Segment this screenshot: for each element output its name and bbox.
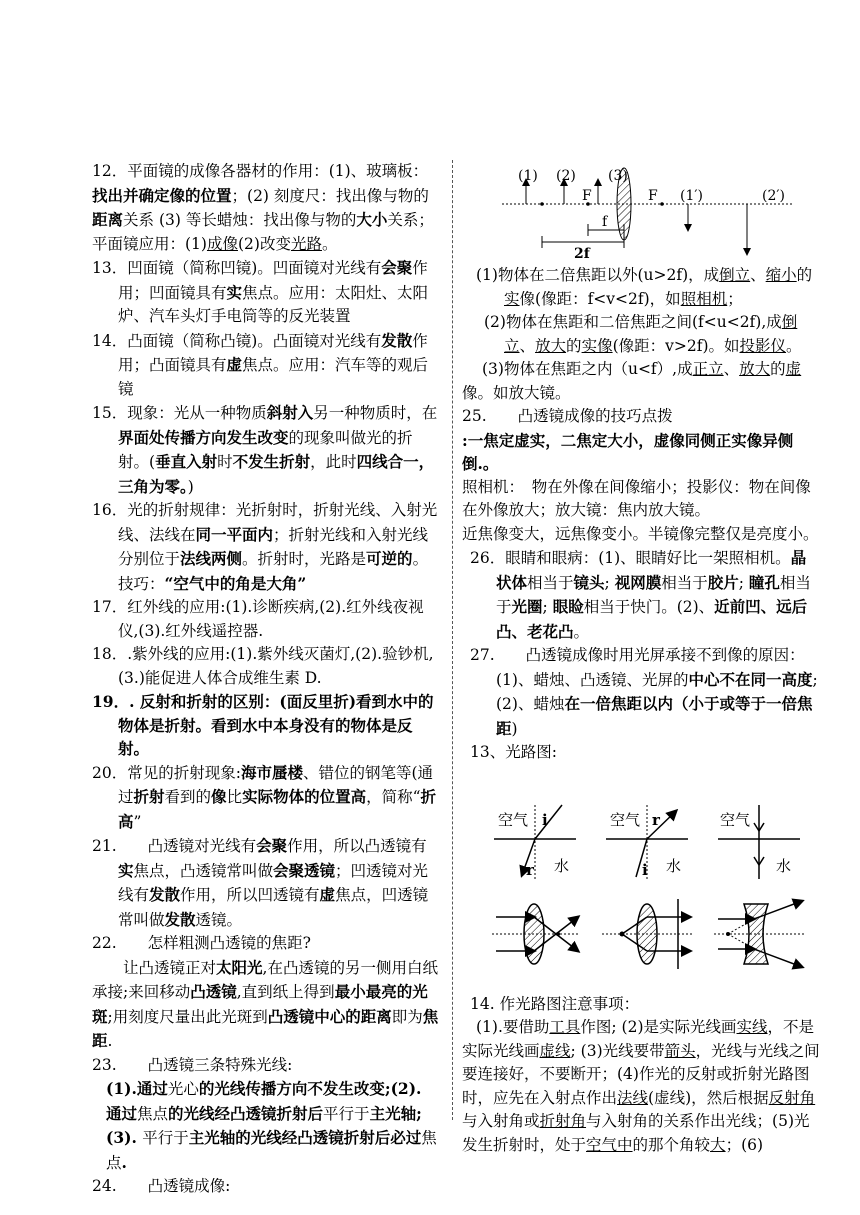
label-F-left: F [582,188,592,204]
label-water: 水 [554,856,570,875]
label-r: r [652,810,660,829]
item-25-tip-2: 近焦像变大，远焦像变小。半镜像完整仅是亮度小。 [462,524,819,543]
refraction-vertical [718,805,800,879]
label-air: 空气 [610,810,641,829]
refraction-air-to-water [494,805,576,879]
item-21: 21. 凸透镜对光线有会聚作用，所以凸透镜有实焦点，凸透镜常叫做会聚透镜；凹透镜对光线有发散作用，所以凹透镜有虚焦点，凹透镜常叫做发散透镜。 [92,836,429,929]
column-divider [452,160,453,1120]
item-12: 12．平面镜的成像各器材的作用：(1)、玻璃板：找出并确定像的位置；(2) 刻度尺：找出像与物的距离关系 (3) 等长蜡烛：找出像与物的大小关系；平面镜应用：(1)成像(2)改变光路。 [92,162,434,253]
item-26: 26．眼睛和眼病：(1)、眼睛好比一架照相机。晶状体相当于镜头; 视网膜相当于胶片; 瞳孔相当于光圈; 眼睑相当于快门。(2)、近前凹、远后凸、老花凸。 [470,548,811,641]
label-2: (2) [556,168,576,184]
label-water: 水 [666,856,682,875]
label-F-right: F [648,188,658,204]
label-air: 空气 [498,810,529,829]
item-23-heading: 23. 凸透镜三条特殊光线: [92,1055,293,1074]
imaging-case-3: (3)物体在焦距之内（u<f）,成正立、放大的虚像。如放大镜。 [462,360,802,402]
item-27: 27. 凸透镜成像时用光屏承接不到像的原因：(1)、蜡烛、凸透镜、光屏的中心不在同一高度;(2)、蜡烛在一倍焦距以内（小于或等于一倍焦距) [470,646,818,738]
label-i: i [542,810,548,829]
label-3: (3) [608,168,628,184]
light-path-heading: 13、光路图: [470,743,557,761]
convex-lens-focus-rays [602,899,694,969]
refraction-water-to-air [606,805,688,879]
label-2-prime: (2′) [762,188,786,204]
label-1: (1) [518,168,538,184]
item-20: 20．常见的折射现象:海市蜃楼、错位的钢笔等(通过折射看到的像比实际物体的位置高，简称“折高” [92,762,437,831]
light-path-diagrams [462,769,820,989]
right-column [462,160,820,1157]
item-14-heading: 14. 作光路图注意事项： [470,994,640,1013]
label-1-prime: (1′) [680,188,704,204]
label-air: 空气 [720,810,751,829]
label-i: i [642,860,648,879]
item-16: 16．光的折射规律：光折射时，折射光线、入射光线、法线在同一平面内；折射光线和入射光线分别位于法线两侧。折射时，光路是可逆的。技巧：“空气中的角是大角” [92,501,438,593]
item-22-heading: 22. 怎样粗测凸透镜的焦距? [92,934,311,952]
item-23-body: (1).通过光心的光线传播方向不发生改变;(2). 通过焦点的光线经凸透镜折射后平行于主光轴;(3). 平行于主光轴的光线经凸透镜折射后必过焦点. [106,1079,437,1172]
item-25-heading: 25. 凸透镜成像的技巧点拨 [462,407,673,425]
item-14: 14．凸面镜（简称凸镜)。凸面镜对光线有发散作用；凸面镜具有虚焦点。应用：汽车等的观后镜 [92,330,429,398]
item-19: 19．. 反射和折射的区别：(面反里折)看到水中的物体是折射。看到水中本身没有的物体是反射。 [92,692,434,758]
imaging-case-1: (1)物体在二倍焦距以外(u>2f)，成倒立、缩小的实像(像距：f<v<2f)，如照相机； [476,266,813,308]
label-2f: 2f [574,246,590,260]
imaging-case-2: (2)物体在焦距和二倍焦距之间(f<u<2f),成倒立、放大的实像(像距：v>2f)。如投影仪。 [484,313,802,355]
item-25-tip-1: 照相机： 物在外像在间像缩小；投影仪：物在间像在外像放大；放大镜：焦内放大镜。 [462,477,811,519]
2f-point [540,202,544,206]
item-15: 15．现象：光从一种物质斜射入另一种物质时，在界面处传播方向发生改变的现象叫做光的折射。(垂直入射时不发生折射，此时四线合一，三角为零。) [92,403,438,496]
item-25-rule: :一焦定虚实，二焦定大小，虚像同侧正实像异侧倒.。 [462,430,794,473]
item-18: 18．.紫外线的应用:(1).紫外线灭菌灯,(2).验钞机,(3.)能促进人体合成维生素 D. [92,645,434,687]
label-f: f [602,214,608,230]
item-22-body: 让凸透镜正对太阳光,在凸透镜的另一侧用白纸承接;来回移动凸透镜,直到纸上得到最小最亮的光斑;用刻度尺量出此光斑到凸透镜中心的距离即为焦距. [92,957,439,1050]
left-column [92,160,442,1199]
label-r: r [526,860,534,879]
lens-imaging-diagram [462,160,820,260]
convex-lens-parallel-rays [492,904,580,964]
item-14-body: (1).要借助工具作图; (2)是实际光线画实线，不是实际光线画虚线; (3)光线要带箭头，光线与光线之间要连接好，不要断开；(4)作光的反射或折射光路图时，应先在入射点作出法线(虚线)，然后根据反射角与入射角或折射角与入射角的关系作出光线；(5)光发生折射时，处于空气中的那个角较大；(6) [462,1018,820,1154]
item-13: 13．凹面镜（简称凹镜)。凹面镜对光线有会聚作用；凹面镜具有实焦点。应用：太阳灶、太阳炉、汽车头灯手电筒等的反光装置 [92,258,429,325]
label-water: 水 [776,856,792,875]
f-point-right [660,202,664,206]
item-24-heading: 24. 凸透镜成像: [92,1177,231,1195]
item-17: 17．红外线的应用:(1).诊断疾病,(2).红外线夜视仪,(3).红外线遥控器. [92,598,424,640]
concave-lens-rays [714,901,806,967]
